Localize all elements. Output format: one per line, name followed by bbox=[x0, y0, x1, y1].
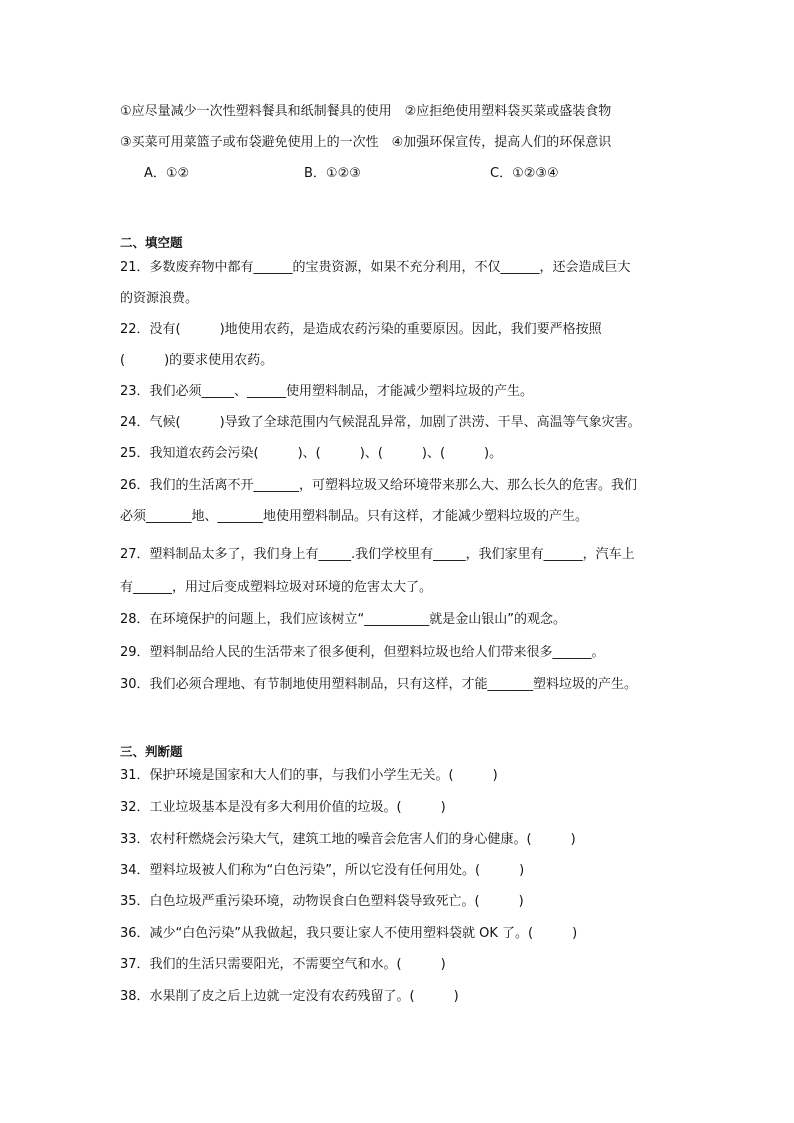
q37-line: 37．我们的生活只需要阳光，不需要空气和水。( ) bbox=[120, 957, 446, 972]
q23-line: 23．我们必须_____、______使用塑料制品，才能减少塑料垃圾的产生。 bbox=[120, 384, 534, 399]
section-title-true-false: 三、判断题 bbox=[120, 744, 183, 759]
q29-line: 29．塑料制品给人民的生活带来了很多便利，但塑料垃圾也给人们带来很多______。 bbox=[120, 645, 605, 660]
q20-statement-line-2: ③买菜可用菜篮子或布袋避免使用上的一次性 ④加强环保宣传，提高人们的环保意识 bbox=[120, 135, 612, 150]
q22-line-2: ( )的要求使用农药。 bbox=[120, 353, 274, 368]
q38-line: 38．水果削了皮之后上边就一定没有农药残留了。( ) bbox=[120, 989, 459, 1004]
q26-line-1: 26．我们的生活离不开_______，可塑料垃圾又给环境带来那么大、那么长久的危害。我们 bbox=[120, 478, 638, 493]
q27-line-1: 27．塑料制品太多了，我们身上有_____.我们学校里有_____，我们家里有______，汽车上 bbox=[120, 547, 635, 562]
q27-line-2: 有______，用过后变成塑料垃圾对环境的危害太大了。 bbox=[120, 580, 433, 595]
q36-line: 36．减少“白色污染”从我做起，我只要让家人不使用塑料袋就 OK 了。( ) bbox=[120, 926, 578, 941]
q32-line: 32．工业垃圾基本是没有多大利用价值的垃圾。( ) bbox=[120, 800, 446, 815]
q26-line-2: 必须_______地、_______地使用塑料制品。只有这样，才能减少塑料垃圾的产生。 bbox=[120, 509, 589, 524]
q20-option-c: C．①②③④ bbox=[490, 166, 559, 181]
q30-line: 30．我们必须合理地、有节制地使用塑料制品，只有这样，才能_______塑料垃圾的产生。 bbox=[120, 677, 638, 692]
q21-line-1: 21．多数废弃物中都有______的宝贵资源，如果不充分利用，不仅______，还会造成巨大 bbox=[120, 260, 631, 275]
q22-line-1: 22．没有( )地使用农药，是造成农药污染的重要原因。因此，我们要严格按照 bbox=[120, 322, 602, 337]
q31-line: 31．保护环境是国家和大人们的事，与我们小学生无关。( ) bbox=[120, 768, 498, 783]
q35-line: 35．白色垃圾严重污染环境，动物误食白色塑料袋导致死亡。( ) bbox=[120, 894, 524, 909]
q20-option-a: A．①② bbox=[144, 166, 190, 181]
q24-line: 24．气候( )导致了全球范围内气候混乱异常，加剧了洪涝、干旱、高温等气象灾害。 bbox=[120, 415, 641, 430]
q25-line: 25．我知道农药会污染( )、( )、( )、( )。 bbox=[120, 446, 503, 461]
q20-option-b: B．①②③ bbox=[304, 166, 361, 181]
q33-line: 33．农村秆燃烧会污染大气，建筑工地的噪音会危害人们的身心健康。( ) bbox=[120, 832, 576, 847]
section-title-fill-in-blank: 二、填空题 bbox=[120, 235, 183, 250]
q20-statement-line-1: ①应尽量减少一次性塑料餐具和纸制餐具的使用 ②应拒绝使用塑料袋买菜或盛装食物 bbox=[120, 104, 612, 119]
q21-line-2: 的资源浪费。 bbox=[120, 291, 199, 306]
q34-line: 34．塑料垃圾被人们称为“白色污染”，所以它没有任何用处。( ) bbox=[120, 863, 525, 878]
q28-line: 28．在环境保护的问题上，我们应该树立“__________就是金山银山”的观念。 bbox=[120, 612, 567, 627]
